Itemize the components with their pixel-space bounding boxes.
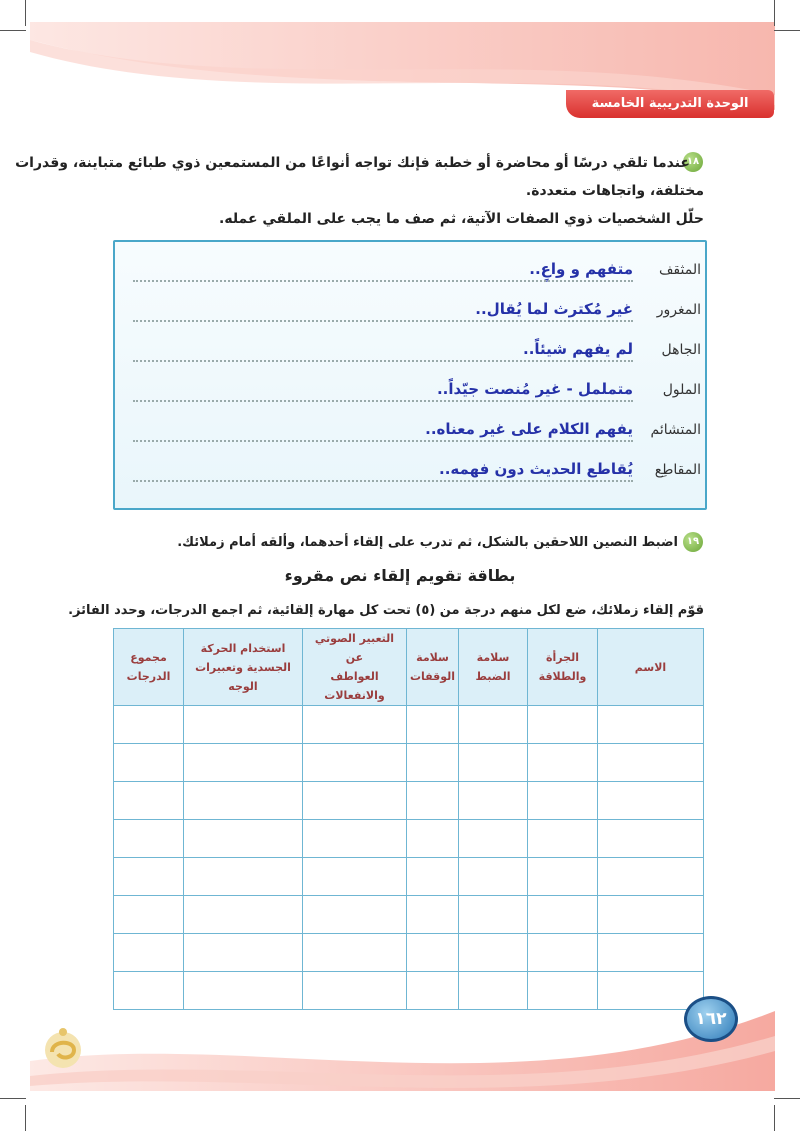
table-cell[interactable] (459, 706, 528, 744)
crop-mark (774, 30, 800, 31)
table-cell[interactable] (114, 744, 184, 782)
column-header: سلامة الوقفات (407, 629, 459, 706)
table-cell[interactable] (303, 934, 407, 972)
crop-mark (25, 0, 26, 26)
table-row (114, 896, 704, 934)
personality-label: المقاطِع (654, 462, 701, 478)
table-cell[interactable] (407, 706, 459, 744)
dotted-line (133, 280, 633, 282)
table-cell[interactable] (184, 858, 303, 896)
table-cell[interactable] (184, 744, 303, 782)
table-cell[interactable] (598, 744, 704, 782)
table-cell[interactable] (114, 820, 184, 858)
table-cell[interactable] (407, 934, 459, 972)
dotted-line (133, 440, 633, 442)
crop-mark (0, 30, 26, 31)
table-row (114, 782, 704, 820)
table-cell[interactable] (303, 706, 407, 744)
page-number: ١٦٢ (684, 996, 738, 1042)
publisher-logo-icon (40, 1020, 86, 1076)
answer-row (133, 380, 701, 402)
personality-label: الملول (662, 382, 701, 398)
table-cell[interactable] (303, 744, 407, 782)
table-cell[interactable] (407, 858, 459, 896)
dotted-line (133, 320, 633, 322)
table-cell[interactable] (114, 934, 184, 972)
table-cell[interactable] (459, 858, 528, 896)
table-cell[interactable] (114, 858, 184, 896)
table-cell[interactable] (459, 820, 528, 858)
evaluation-table (113, 628, 704, 1010)
table-row (114, 858, 704, 896)
dotted-line (133, 360, 633, 362)
answer-text[interactable]: متفهم و واعٍ.. (529, 260, 633, 278)
table-cell[interactable] (407, 896, 459, 934)
table-cell[interactable] (303, 782, 407, 820)
table-cell[interactable] (528, 782, 598, 820)
table-cell[interactable] (114, 706, 184, 744)
table-cell[interactable] (598, 820, 704, 858)
exercise-instruction: حلّل الشخصيات ذوي الصفات الآتية، ثم صف ما يجب على الملقي عمله. (219, 211, 704, 227)
table-cell[interactable] (528, 744, 598, 782)
table-cell[interactable] (528, 896, 598, 934)
bottom-wave-decoration (0, 991, 800, 1131)
personalities-answer-box (113, 240, 707, 510)
top-wave-decoration (0, 0, 800, 150)
table-cell[interactable] (407, 782, 459, 820)
table-cell[interactable] (459, 782, 528, 820)
dotted-line (133, 400, 633, 402)
column-header: استخدام الحركة الجسدية وتعبيرات الوجه (184, 629, 303, 706)
unit-title-tab: الوحدة التدريبية الخامسة (566, 90, 774, 118)
exercise-number-badge: ١٩ (683, 532, 703, 552)
table-cell[interactable] (598, 896, 704, 934)
exercise-text-line2: مختلفة، واتجاهات متعددة. (525, 183, 704, 199)
table-cell[interactable] (114, 782, 184, 820)
table-cell[interactable] (459, 896, 528, 934)
table-cell[interactable] (184, 782, 303, 820)
personality-label: المغرور (656, 302, 701, 318)
answer-row (133, 340, 701, 362)
table-cell[interactable] (528, 858, 598, 896)
column-header: مجموع الدرجات (114, 629, 184, 706)
answer-row (133, 420, 701, 442)
column-header: الجرأة والطلاقة (528, 629, 598, 706)
table-cell[interactable] (184, 706, 303, 744)
table-cell[interactable] (459, 934, 528, 972)
table-cell[interactable] (598, 706, 704, 744)
answer-text[interactable]: متململ - غير مُنصت جيّداً.. (436, 380, 633, 398)
answer-row (133, 260, 701, 282)
exercise-text: اضبط النصين اللاحقين بالشكل، ثم تدرب على إلقاء أحدهما، وألقه أمام زملائك. (177, 535, 678, 550)
table-body (114, 706, 704, 1010)
table-cell[interactable] (303, 820, 407, 858)
column-header: التعبير الصوتي عن العواطف والانفعالات (303, 629, 407, 706)
evaluation-card-title: بطاقة تقويم إلقاء نص مقروء (284, 566, 516, 585)
table-row (114, 744, 704, 782)
answer-text[interactable]: غير مُكترث لما يُقال.. (475, 300, 633, 318)
personality-label: الجاهل (661, 342, 701, 358)
table-cell[interactable] (184, 820, 303, 858)
table-cell[interactable] (459, 744, 528, 782)
table-cell[interactable] (528, 934, 598, 972)
table-cell[interactable] (598, 782, 704, 820)
table-row (114, 934, 704, 972)
exercise-number-badge: ١٨ (683, 152, 703, 172)
table-cell[interactable] (303, 896, 407, 934)
table-cell[interactable] (184, 896, 303, 934)
table-cell[interactable] (114, 896, 184, 934)
answer-row (133, 300, 701, 322)
personality-label: المثقف (658, 262, 701, 278)
table-cell[interactable] (528, 706, 598, 744)
table-cell[interactable] (303, 858, 407, 896)
crop-mark (774, 0, 775, 26)
answer-text[interactable]: لم يفهم شيئاً.. (523, 340, 633, 358)
table-cell[interactable] (598, 934, 704, 972)
column-header: سلامة الضبط (459, 629, 528, 706)
answer-text[interactable]: يفهم الكلام على غير معناه.. (425, 420, 633, 438)
answer-row (133, 460, 701, 482)
answer-text[interactable]: يُقاطع الحديث دون فهمه.. (439, 460, 633, 478)
table-header-row (114, 629, 704, 706)
table-cell[interactable] (184, 934, 303, 972)
table-row (114, 820, 704, 858)
dotted-line (133, 480, 633, 482)
column-header: الاسم (598, 629, 704, 706)
table-cell[interactable] (407, 744, 459, 782)
table-cell[interactable] (528, 820, 598, 858)
table-row (114, 706, 704, 744)
personality-label: المتشائم (650, 422, 701, 438)
table-cell[interactable] (598, 858, 704, 896)
card-instruction: قوّم إلقاء زملائك، ضع لكل منهم درجة من (٥) تحت كل مهارة إلقائية، ثم اجمع الدرجات، وحدد الفائز. (68, 603, 704, 618)
table-cell[interactable] (407, 820, 459, 858)
exercise-text-line1: عندما تلقي درسًا أو محاضرة أو خطبة فإنك تواجه أنواعًا من المستمعين ذوي طبائع متباينة، وقدرات (15, 155, 690, 171)
